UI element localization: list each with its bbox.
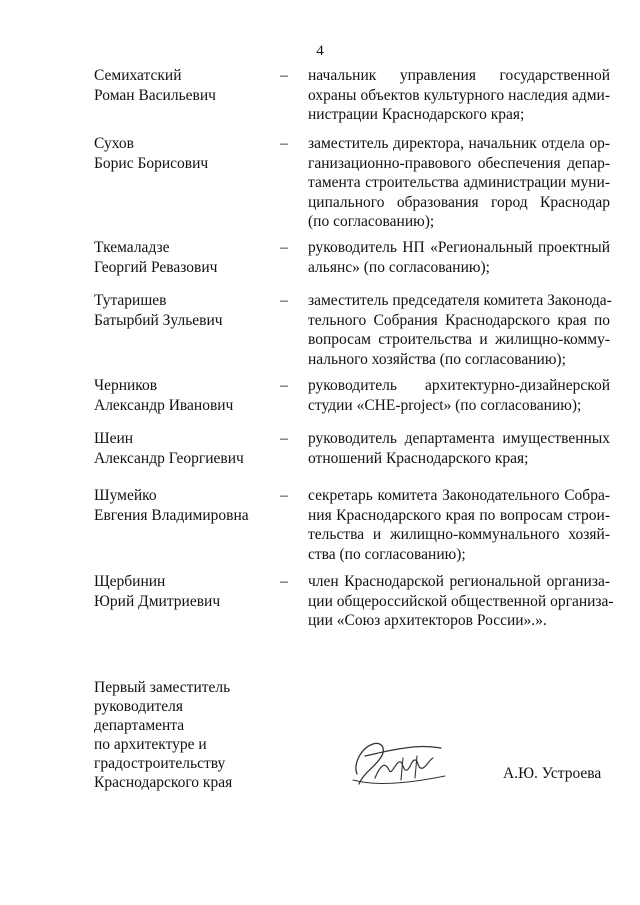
dash: – bbox=[280, 67, 288, 84]
dash: – bbox=[280, 487, 288, 504]
member-position bbox=[308, 238, 610, 277]
position-line: нистрации Краснодарского края; bbox=[308, 106, 525, 123]
dash: – bbox=[280, 377, 288, 394]
position-line: отношений Краснодарского края; bbox=[308, 449, 529, 467]
member-position bbox=[308, 429, 610, 468]
position-line: ципального образования город Краснодар bbox=[308, 193, 610, 211]
signatory-position-line: департамента bbox=[94, 717, 185, 734]
position-line: охраны объектов культурного наследия адми- bbox=[308, 86, 610, 104]
member-given-name: Георгий Ревазович bbox=[94, 258, 218, 276]
member-surname: Шумейко bbox=[94, 487, 157, 504]
member-given-name: Юрий Дмитриевич bbox=[94, 592, 221, 610]
member-given-name: Борис Борисович bbox=[94, 154, 209, 172]
dash: – bbox=[280, 573, 288, 590]
member-surname: Сухов bbox=[94, 135, 134, 152]
member-name bbox=[94, 66, 274, 105]
position-line: заместитель председателя комитета Законода- bbox=[308, 292, 612, 309]
position-line: вопросам строительства и жилищно-комму- bbox=[308, 331, 610, 348]
signatory-position bbox=[94, 678, 232, 792]
member-name bbox=[94, 376, 274, 415]
position-line: секретарь комитета Законодательного Собра- bbox=[308, 487, 610, 504]
position-line: ции «Союз архитекторов России».». bbox=[308, 612, 547, 629]
member-position bbox=[308, 486, 610, 564]
member-given-name: Батырбий Зульевич bbox=[94, 311, 223, 329]
signatory-position-line: Краснодарского края bbox=[94, 774, 233, 791]
signatory-name: А.Ю. Устроева bbox=[503, 765, 602, 782]
position-line: тельства и жилищно-коммунального хозяй- bbox=[308, 526, 610, 543]
member-position bbox=[308, 572, 614, 631]
member-name bbox=[94, 134, 274, 173]
position-line: тамента строительства администрации муни- bbox=[308, 174, 610, 191]
member-given-name: Александр Георгиевич bbox=[94, 449, 244, 467]
member-name bbox=[94, 291, 274, 330]
member-surname: Черников bbox=[94, 377, 158, 394]
position-line: студии «CHE-project» (по согласованию); bbox=[308, 396, 582, 414]
handwritten-signature bbox=[345, 734, 455, 790]
position-line: ганизационно-правового обеспечения депар- bbox=[308, 154, 610, 172]
position-line: (по согласованию); bbox=[308, 213, 435, 230]
position-line: руководитель НП «Региональный проектный bbox=[308, 239, 610, 256]
member-surname: Семихатский bbox=[94, 67, 182, 84]
dash: – bbox=[280, 239, 288, 256]
position-line: нального хозяйства (по согласованию); bbox=[308, 350, 566, 368]
position-line: руководитель департамента имущественных bbox=[308, 430, 610, 447]
signatory-position-line: градостроительству bbox=[94, 755, 226, 772]
position-line: член Краснодарской региональной организа- bbox=[308, 573, 610, 590]
member-position bbox=[308, 66, 610, 125]
position-line: альянс» (по согласованию); bbox=[308, 258, 490, 276]
member-position bbox=[308, 291, 610, 369]
dash: – bbox=[280, 430, 288, 447]
position-line: начальник управления государственной bbox=[308, 67, 610, 84]
member-given-name: Александр Иванович bbox=[94, 396, 234, 414]
member-position bbox=[308, 134, 610, 232]
member-name bbox=[94, 486, 274, 525]
member-surname: Шеин bbox=[94, 430, 134, 447]
position-line: ства (по согласованию); bbox=[308, 545, 466, 563]
member-surname: Щербинин bbox=[94, 573, 166, 590]
member-given-name: Евгения Владимировна bbox=[94, 506, 249, 524]
member-surname: Ткемаладзе bbox=[94, 239, 170, 256]
member-name bbox=[94, 238, 274, 277]
signatory-position-line: руководителя bbox=[94, 698, 184, 715]
member-name bbox=[94, 572, 274, 611]
member-surname: Тутаришев bbox=[94, 292, 167, 309]
position-line: руководитель архитектурно-дизайнерской bbox=[308, 377, 610, 394]
position-line: заместитель директора, начальник отдела ор- bbox=[308, 135, 610, 152]
page-number: 4 bbox=[316, 43, 324, 59]
position-line: тельного Собрания Краснодарского края по bbox=[308, 311, 610, 329]
dash: – bbox=[280, 292, 288, 309]
member-name bbox=[94, 429, 274, 468]
position-line: ния Краснодарского края по вопросам строи- bbox=[308, 506, 610, 524]
dash: – bbox=[280, 135, 288, 152]
member-given-name: Роман Васильевич bbox=[94, 86, 216, 104]
member-position bbox=[308, 376, 610, 415]
signatory-position-line: Первый заместитель bbox=[94, 679, 231, 696]
position-line: ции общероссийской общественной организа- bbox=[308, 592, 614, 610]
signatory-position-line: по архитектуре и bbox=[94, 736, 207, 753]
